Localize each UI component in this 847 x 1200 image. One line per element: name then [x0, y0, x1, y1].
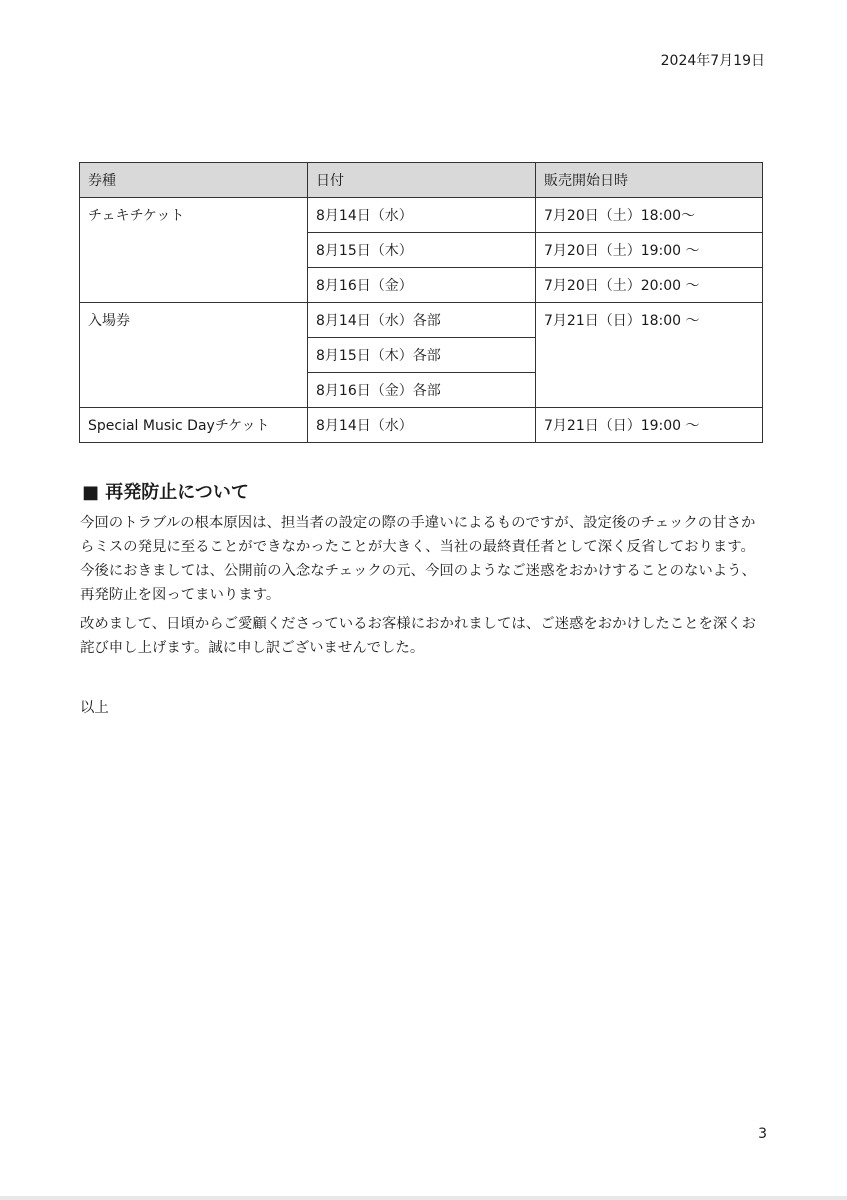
page-number: 3	[758, 1126, 767, 1142]
ticket-schedule-table	[79, 162, 763, 443]
page-bottom-edge	[0, 1196, 847, 1200]
table-row	[80, 198, 763, 233]
date-cell: 8月16日（金）	[308, 268, 536, 303]
header-date: 日付	[308, 163, 536, 198]
table-header-row	[80, 163, 763, 198]
sale-start-cell: 7月21日（日）18:00 〜	[536, 303, 763, 408]
sale-start-cell: 7月21日（日）19:00 〜	[536, 408, 763, 443]
ticket-type-cell: 入場券	[80, 303, 308, 408]
table-row	[80, 303, 763, 338]
date-cell: 8月14日（水）	[308, 198, 536, 233]
header-ticket-type: 券種	[80, 163, 308, 198]
section-heading: ■ 再発防止について	[82, 482, 249, 503]
sale-start-cell: 7月20日（土）20:00 〜	[536, 268, 763, 303]
date-cell: 8月14日（水）各部	[308, 303, 536, 338]
sale-start-cell: 7月20日（土）19:00 〜	[536, 233, 763, 268]
date-cell: 8月14日（水）	[308, 408, 536, 443]
document-date: 2024年7月19日	[660, 53, 765, 69]
apology-paragraph: 改めまして、日頃からご愛顧くださっているお客様におかれましては、ご迷惑をおかけしたことを深くお詫び申し上げます。誠に申し訳ございませんでした。	[80, 616, 757, 656]
date-cell: 8月15日（木）	[308, 233, 536, 268]
ticket-type-cell: チェキチケット	[80, 198, 308, 303]
sale-start-cell: 7月20日（土）18:00〜	[536, 198, 763, 233]
closing-text: 以上	[80, 700, 109, 716]
date-cell: 8月16日（金）各部	[308, 373, 536, 408]
prevention-paragraph: 今回のトラブルの根本原因は、担当者の設定の際の手違いによるものですが、設定後のチェックの甘さからミスの発見に至ることができなかったことが大きく、当社の最終責任者として深く反省しております。今後におきましては、公開前の入念なチェックの元、今回のようなご迷惑をおかけすることのないよう、再発防止を図ってまいります。	[80, 515, 756, 603]
ticket-type-cell: Special Music Dayチケット	[80, 408, 308, 443]
header-sale-start: 販売開始日時	[536, 163, 763, 198]
table-row	[80, 408, 763, 443]
date-cell: 8月15日（木）各部	[308, 338, 536, 373]
